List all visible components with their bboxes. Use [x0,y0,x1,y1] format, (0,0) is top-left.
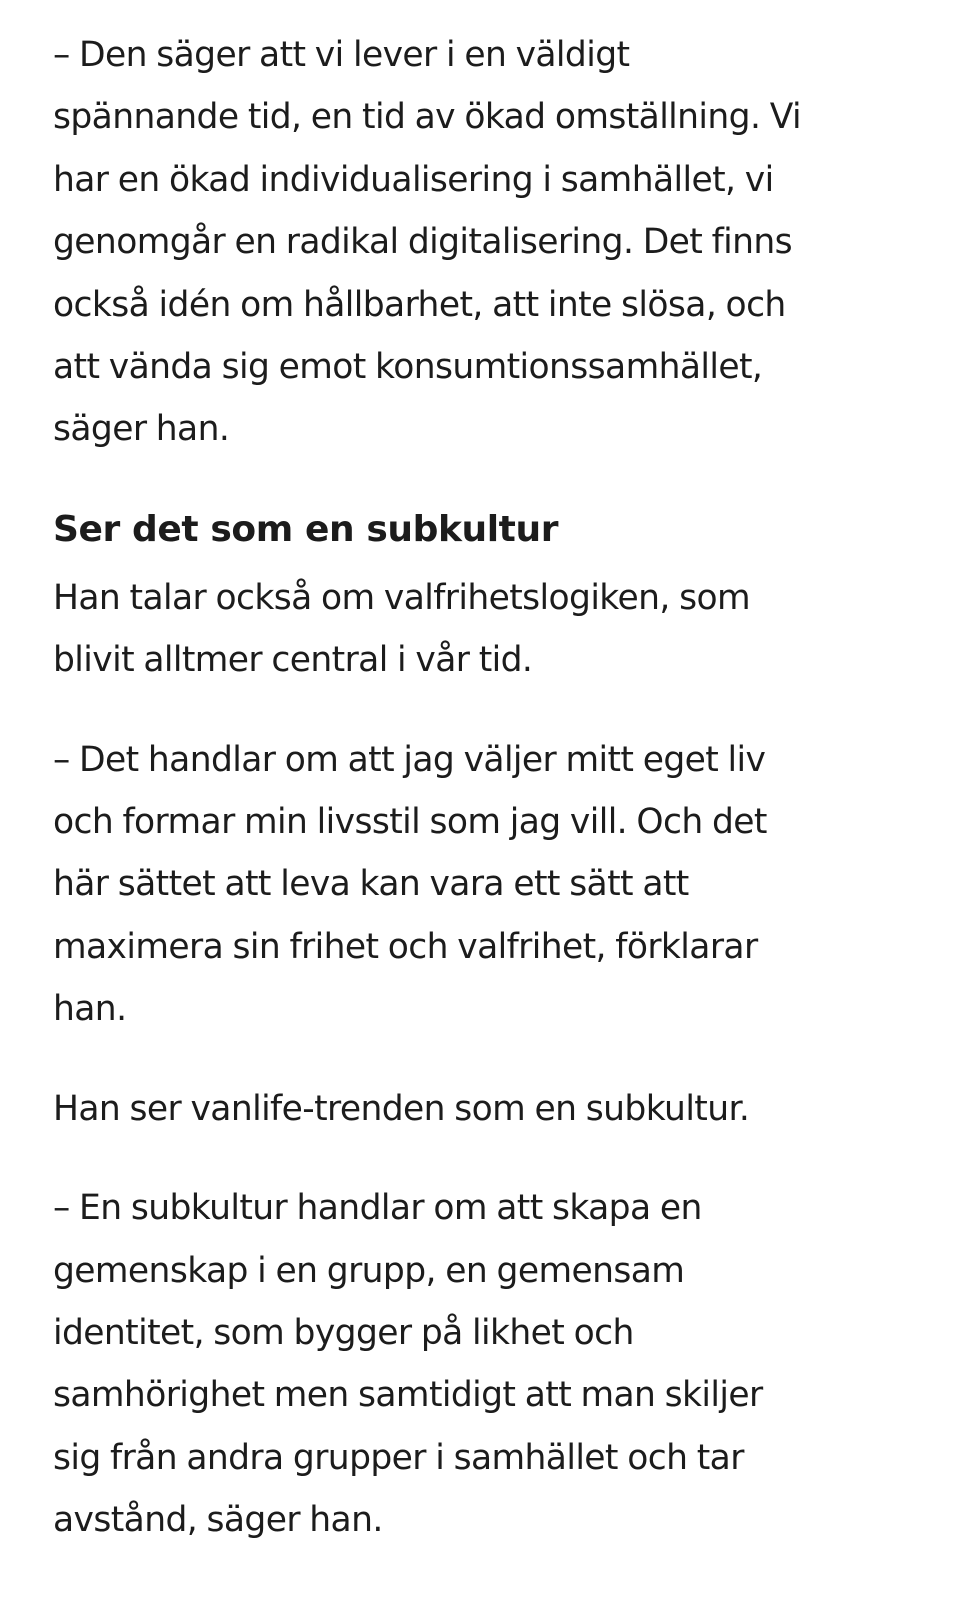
article-paragraph-4: Han ser vanlife-trenden som en subkultur. [53,1088,750,1129]
section-heading: Ser det som en subkultur [53,508,559,550]
article-paragraph-2: Han talar också om valfrihetslogiken, som blivit alltmer central i vår tid. [53,577,750,681]
article-paragraph-quote-1: – Den säger att vi lever i en väldigt spännande tid, en tid av ökad omställning. Vi har en ökad individualisering i samhället, vi genomgår en radikal digitalisering. Det finns också idén om hållbarhet, att inte slösa, och att vända sig emot konsumtionssamhället, säger han. [53,35,801,450]
article-body [53,24,913,1552]
article-paragraph-quote-3: – En subkultur handlar om att skapa en gemenskap i en grupp, en gemensam identitet, som bygger på likhet och samhörighet men samtidigt att man skiljer sig från andra grupper i samhället och tar avstånd, säger han. [53,1188,763,1541]
article-paragraph-quote-2: – Det handlar om att jag väljer mitt eget liv och formar min livsstil som jag vill. Och det här sättet att leva kan vara ett sätt att maximera sin frihet och valfrihet, förklarar han. [53,739,767,1030]
